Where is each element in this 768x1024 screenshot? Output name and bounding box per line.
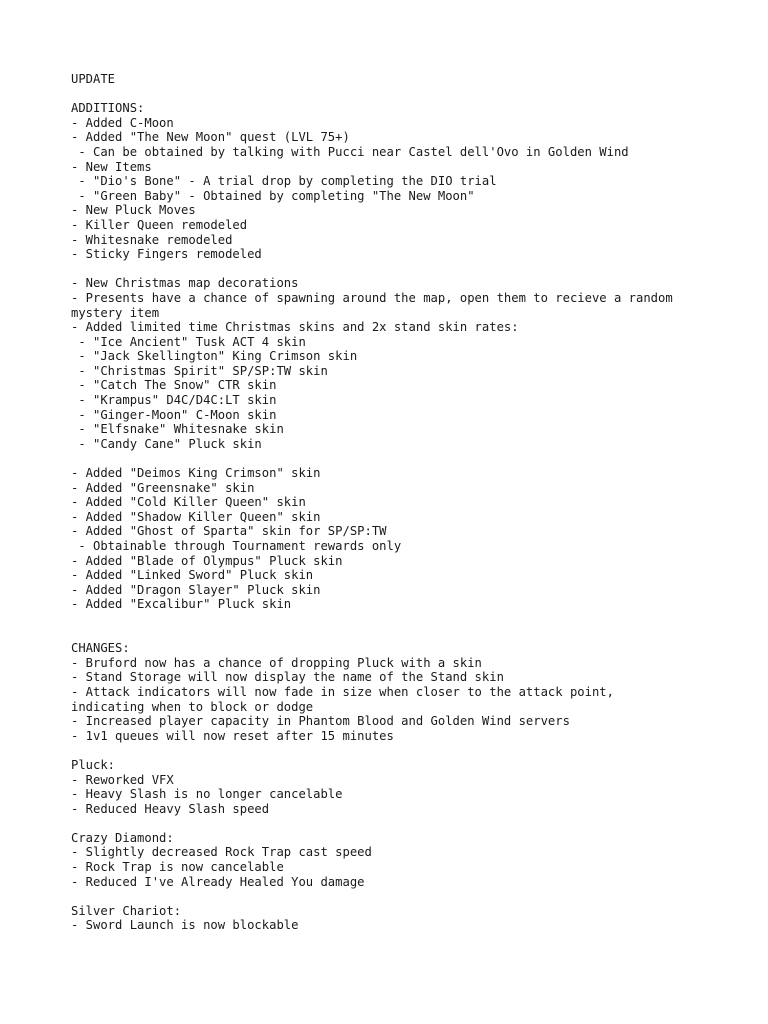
text-line: - Added "Shadow Killer Queen" skin xyxy=(71,509,321,524)
text-line: - Added "Blade of Olympus" Pluck skin xyxy=(71,553,343,568)
blank-line xyxy=(71,627,751,642)
text-line: - Slightly decreased Rock Trap cast speed xyxy=(71,845,372,860)
text-line: - "Elfsnake" Whitesnake skin xyxy=(71,422,284,437)
text-line: - "Jack Skellington" King Crimson skin xyxy=(71,349,358,364)
text-line: - Heavy Slash is no longer cancelable xyxy=(71,787,343,802)
text-line: - "Green Baby" - Obtained by completing "The New Moon" xyxy=(71,188,475,203)
text-line: - Added "The New Moon" quest (LVL 75+) xyxy=(71,130,350,145)
text-line: - "Candy Cane" Pluck skin xyxy=(71,436,262,451)
text-line: - Added "Linked Sword" Pluck skin xyxy=(71,568,314,583)
text-line: - "Krampus" D4C/D4C:LT skin xyxy=(71,393,277,408)
blank-line xyxy=(71,87,751,102)
text-line: - New Items xyxy=(71,159,152,174)
text-line: - Reworked VFX xyxy=(71,772,174,787)
text-line: - Bruford now has a chance of dropping Pluck with a skin xyxy=(71,655,482,670)
text-line: indicating when to block or dodge xyxy=(71,699,314,714)
text-line: - Stand Storage will now display the name of the Stand skin xyxy=(71,670,504,685)
text-line: - Added "Ghost of Sparta" skin for SP/SP:TW xyxy=(71,524,387,539)
text-line: - Added C-Moon xyxy=(71,115,174,130)
text-line: - 1v1 queues will now reset after 15 minutes xyxy=(71,728,394,743)
text-line: - Reduced I've Already Healed You damage xyxy=(71,874,365,889)
document-body xyxy=(71,72,751,933)
text-line: ADDITIONS: xyxy=(71,101,145,116)
text-line: - Can be obtained by talking with Pucci near Castel dell'Ovo in Golden Wind xyxy=(71,144,629,159)
text-line: - New Pluck Moves xyxy=(71,203,196,218)
text-line: - Added "Greensnake" skin xyxy=(71,480,255,495)
text-line: - Added "Dragon Slayer" Pluck skin xyxy=(71,582,321,597)
text-line: - Added "Deimos King Crimson" skin xyxy=(71,466,321,481)
text-line: - Increased player capacity in Phantom Blood and Golden Wind servers xyxy=(71,714,570,729)
text-line: - Obtainable through Tournament rewards only xyxy=(71,539,402,553)
text-line: CHANGES: xyxy=(71,641,130,656)
text-line: Silver Chariot: xyxy=(71,903,182,918)
text-line: mystery item xyxy=(71,305,160,320)
text-line: - Sticky Fingers remodeled xyxy=(71,247,262,262)
text-line: - Presents have a chance of spawning around the map, open them to recieve a random xyxy=(71,290,673,305)
blank-line xyxy=(71,612,751,627)
blank-line xyxy=(71,816,751,831)
text-line: - Killer Queen remodeled xyxy=(71,217,248,232)
blank-line xyxy=(71,743,751,758)
text-line: - Reduced Heavy Slash speed xyxy=(71,801,270,816)
text-line: - Whitesnake remodeled xyxy=(71,232,233,247)
blank-line xyxy=(71,451,751,466)
text-line: - "Ginger-Moon" C-Moon skin xyxy=(71,407,277,422)
text-line: - New Christmas map decorations xyxy=(71,276,299,291)
text-line: - Attack indicators will now fade in size when closer to the attack point, xyxy=(71,684,614,699)
text-line: - Rock Trap is now cancelable xyxy=(71,860,284,875)
text-line: - "Dio's Bone" - A trial drop by completing the DIO trial xyxy=(71,174,497,189)
blank-line xyxy=(71,262,751,277)
text-line: UPDATE xyxy=(71,72,116,86)
text-line: - Added limited time Christmas skins and 2x stand skin rates: xyxy=(71,320,519,335)
text-line: - Added "Excalibur" Pluck skin xyxy=(71,597,292,612)
text-line: Pluck: xyxy=(71,757,116,772)
text-line: Crazy Diamond: xyxy=(71,830,174,845)
text-line: - Added "Cold Killer Queen" skin xyxy=(71,495,306,510)
blank-line xyxy=(71,889,751,904)
text-line: - "Christmas Spirit" SP/SP:TW skin xyxy=(71,363,328,378)
text-line: - Sword Launch is now blockable xyxy=(71,918,299,933)
text-line: - "Ice Ancient" Tusk ACT 4 skin xyxy=(71,334,306,349)
text-line: - "Catch The Snow" CTR skin xyxy=(71,378,277,393)
